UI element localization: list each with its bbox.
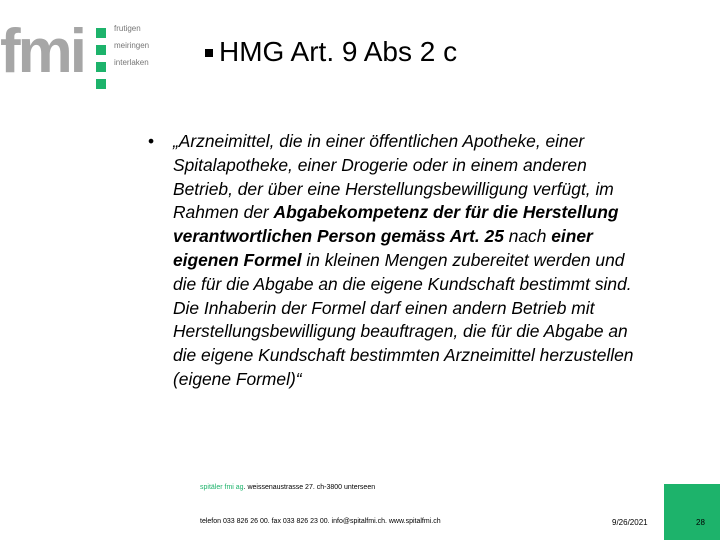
body-paragraph xyxy=(173,130,718,392)
body-text-segment: nach xyxy=(503,226,552,247)
slide-body xyxy=(148,130,718,392)
body-line xyxy=(173,225,718,249)
body-line xyxy=(173,320,718,344)
logo-place: interlaken xyxy=(114,58,149,67)
footer-address-line xyxy=(200,484,375,491)
logo-squares xyxy=(96,28,106,96)
body-line xyxy=(173,368,718,392)
body-line xyxy=(173,154,718,178)
body-text-segment: „Arzneimittel, die in einer öffentlichen Apotheke, einer xyxy=(173,131,585,151)
body-text-segment: in kleinen Mengen zubereitet werden und xyxy=(301,249,625,270)
body-bold-text: verantwortlichen Person gemäss Art. 25 xyxy=(173,226,504,247)
logo-square xyxy=(96,45,106,55)
body-line xyxy=(173,297,718,321)
slide-title-row xyxy=(205,32,457,72)
logo-square xyxy=(96,79,106,89)
body-text-segment: Rahmen der xyxy=(173,202,274,223)
body-bold-text: eigenen Formel xyxy=(173,249,302,270)
body-line xyxy=(173,178,718,202)
body-text-segment: Spitalapotheke, einer Drogerie oder in einem anderen xyxy=(173,154,587,175)
body-text-segment: die für die Abgabe an die eigene Kundschaft bestimmt sind. xyxy=(173,273,632,294)
logo-places xyxy=(114,24,194,75)
title-bullet-icon xyxy=(205,49,213,57)
body-line xyxy=(173,249,718,273)
body-bold-text: einer xyxy=(551,226,593,247)
slide-number: 28 xyxy=(696,518,705,527)
logo-square xyxy=(96,28,106,38)
slide-number-box xyxy=(664,484,720,540)
body-text-segment: Herstellungsbewilligung beauftragen, die für die Abgabe an xyxy=(173,321,628,342)
slide-title: HMG Art. 9 Abs 2 c xyxy=(219,36,458,67)
footer-address: . weissenaustrasse 27. ch-3800 unterseen xyxy=(243,484,376,491)
body-line xyxy=(173,130,718,154)
logo-wordmark: fmi xyxy=(0,17,84,86)
body-line xyxy=(173,201,718,225)
body-text-segment: Die Inhaberin der Formel darf einen andern Betrieb mit xyxy=(173,297,595,318)
body-text-segment: die eigene Kundschaft bestimmten Arzneimittel herzustellen xyxy=(173,345,634,366)
body-bold-text: Abgabekompetenz der für die Herstellung xyxy=(273,202,619,223)
body-text-segment: Betrieb, der über eine Herstellungsbewilligung verfügt, im xyxy=(173,178,614,199)
logo-square xyxy=(96,62,106,72)
logo-place: meiringen xyxy=(114,41,150,50)
footer-contact: telefon 033 826 26 00. fax 033 826 23 00. info@spitalfmi.ch. www.spitalfmi.ch xyxy=(200,518,441,525)
body-line xyxy=(173,273,718,297)
footer-date: 9/26/2021 xyxy=(612,518,648,527)
footer-brand: spitäler fmi ag xyxy=(200,484,244,491)
body-text-segment: (eigene Formel)“ xyxy=(173,368,302,389)
logo-place: frutigen xyxy=(114,24,141,33)
bullet-icon: • xyxy=(148,131,155,151)
body-line xyxy=(173,344,718,368)
